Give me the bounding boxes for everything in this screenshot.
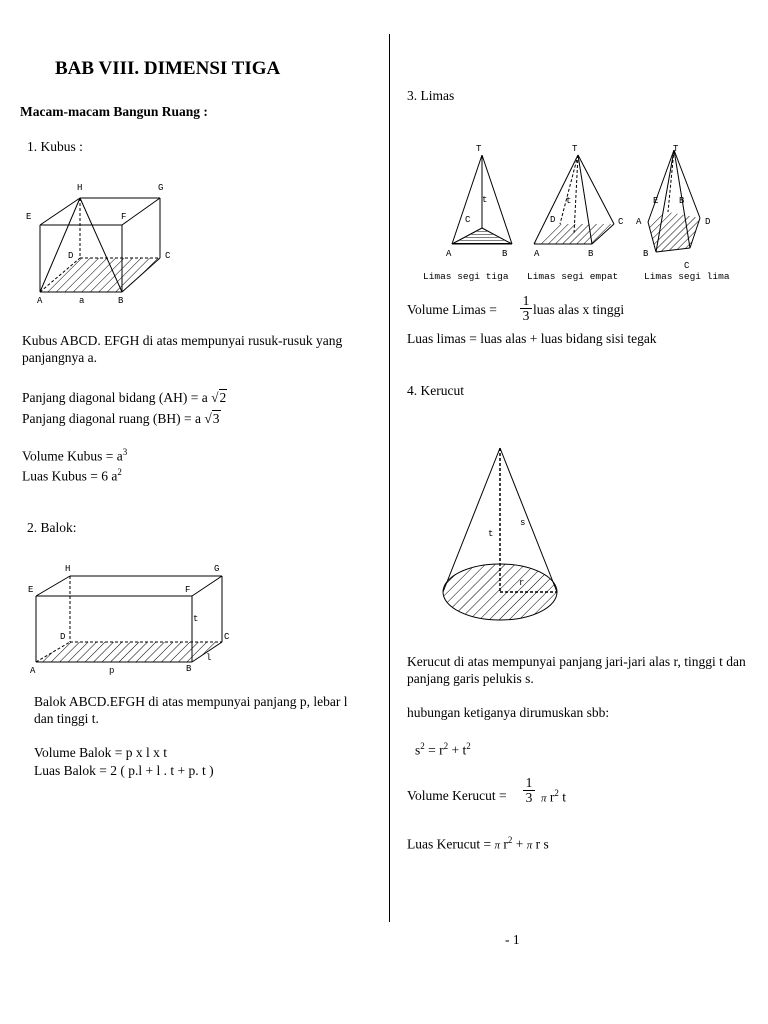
luas-plus: + bbox=[512, 836, 527, 852]
kerucut-volume-rest bbox=[541, 788, 566, 806]
sqrt-symbol: √ bbox=[204, 411, 212, 426]
kubus-heading: 1. Kubus : bbox=[27, 139, 83, 154]
kubus-description: Kubus ABCD. EFGH di atas mempunyai rusuk-rusuk yang panjangnya a. bbox=[22, 333, 343, 365]
luas-r-exp: 2 bbox=[507, 835, 513, 845]
cube-label-edge-a: a bbox=[79, 296, 85, 306]
diag-ruang-label: Panjang diagonal ruang (BH) = a bbox=[22, 411, 205, 426]
limas2-label-d: D bbox=[550, 215, 556, 225]
cube-label-g: G bbox=[158, 183, 164, 193]
fraction-denominator: 3 bbox=[523, 790, 535, 805]
pi-symbol: π bbox=[541, 792, 547, 805]
section-subtitle: Macam-macam Bangun Ruang : bbox=[20, 104, 208, 119]
kerucut-volume-fraction bbox=[523, 776, 535, 805]
formula-s: s bbox=[415, 742, 421, 758]
pi-symbol: π bbox=[494, 839, 500, 852]
kubus-luas-label: Luas Kubus = 6 a bbox=[22, 468, 118, 484]
limas2-label-a: A bbox=[534, 249, 540, 259]
diag-bidang-root: 2 bbox=[219, 390, 227, 405]
formula-plus-t: + t bbox=[448, 742, 467, 758]
fraction-denominator: 3 bbox=[520, 308, 532, 323]
balok-label-a: A bbox=[30, 666, 36, 676]
luas-rs: r s bbox=[532, 836, 549, 852]
kerucut-relation-intro: hubungan ketiganya dirumuskan sbb: bbox=[407, 705, 610, 720]
limas3-label-c: C bbox=[684, 261, 690, 271]
formula-s-exp: 2 bbox=[420, 741, 425, 751]
limas-volume-rest: luas alas x tinggi bbox=[533, 302, 625, 317]
limas1-label-t-height: t bbox=[482, 195, 488, 205]
limas3-label-a: A bbox=[636, 217, 642, 227]
cube-label-b: B bbox=[118, 296, 124, 306]
formula-eq-r: = r bbox=[424, 742, 444, 758]
caption-limas-segi-lima: Limas segi lima bbox=[644, 271, 730, 282]
balok-label-l: l bbox=[206, 653, 212, 663]
limas-luas: Luas limas = luas alas + luas bidang sisi tegak bbox=[407, 331, 657, 346]
cone-label-t: t bbox=[488, 529, 494, 539]
volume-r: r bbox=[546, 789, 555, 805]
balok-label-h: H bbox=[65, 564, 71, 574]
limas2-label-b: B bbox=[588, 249, 594, 259]
balok-volume: Volume Balok = p x l x t bbox=[34, 745, 167, 760]
kubus-volume-label: Volume Kubus = a bbox=[22, 448, 123, 464]
cube-label-d: D bbox=[68, 251, 74, 261]
kubus-luas-exp: 2 bbox=[117, 467, 122, 477]
luas-label: Luas Kerucut = bbox=[407, 836, 495, 852]
cube-label-h: H bbox=[77, 183, 83, 193]
caption-limas-segi-tiga: Limas segi tiga bbox=[423, 271, 509, 282]
limas-volume-label: Volume Limas = bbox=[407, 302, 497, 317]
cube-label-e: E bbox=[26, 212, 32, 222]
limas3-label-b-top: B bbox=[679, 196, 685, 206]
limas3-label-b: B bbox=[643, 249, 649, 259]
kubus-volume-exp: 3 bbox=[122, 447, 128, 457]
limas3-label-t-apex: T bbox=[673, 144, 679, 154]
balok-label-c: C bbox=[224, 632, 230, 642]
balok-label-g: G bbox=[214, 564, 220, 574]
formula-r-exp: 2 bbox=[443, 741, 449, 751]
balok-heading: 2. Balok: bbox=[27, 520, 77, 535]
fraction-numerator: 1 bbox=[522, 293, 530, 308]
balok-luas: Luas Balok = 2 ( p.l + l . t + p. t ) bbox=[34, 763, 214, 778]
diag-bidang-label: Panjang diagonal bidang (AH) = a bbox=[22, 390, 212, 405]
limas2-label-c: C bbox=[618, 217, 624, 227]
volume-t: t bbox=[558, 789, 567, 805]
balok-label-f: F bbox=[185, 585, 191, 595]
page-number: - 1 bbox=[505, 932, 520, 947]
balok-label-b: B bbox=[186, 664, 192, 674]
limas-heading: 3. Limas bbox=[407, 88, 455, 103]
sqrt-symbol: √ bbox=[211, 390, 219, 405]
limas1-label-t-apex: T bbox=[476, 144, 482, 154]
balok-label-p: p bbox=[109, 666, 115, 676]
limas3-label-e: E bbox=[653, 196, 659, 206]
limas3-label-d: D bbox=[705, 217, 711, 227]
cube-label-a: A bbox=[37, 296, 43, 306]
cube-label-f: F bbox=[121, 212, 127, 222]
pi-symbol: π bbox=[526, 839, 533, 852]
limas2-label-t-height: t bbox=[566, 196, 572, 206]
kerucut-formula bbox=[415, 741, 471, 759]
balok-label-e: E bbox=[28, 585, 34, 595]
kerucut-description: Kerucut di atas mempunyai panjang jari-jari alas r, tinggi t dan panjang garis pelukis s. bbox=[407, 654, 746, 686]
caption-limas-segi-empat: Limas segi empat bbox=[527, 271, 619, 282]
limas1-label-c: C bbox=[465, 215, 471, 225]
limas1-label-a: A bbox=[446, 249, 452, 259]
diag-ruang-root: 3 bbox=[212, 411, 220, 426]
balok-label-d: D bbox=[60, 632, 66, 642]
formula-t-exp: 2 bbox=[466, 741, 471, 751]
cone-label-s: s bbox=[520, 518, 526, 528]
kerucut-volume-label: Volume Kerucut = bbox=[407, 788, 507, 803]
page-title: BAB VIII. DIMENSI TIGA bbox=[55, 58, 281, 79]
kerucut-luas bbox=[407, 835, 549, 853]
limas2-label-t-apex: T bbox=[572, 144, 578, 154]
volume-r-exp: 2 bbox=[554, 788, 559, 798]
balok-description: Balok ABCD.EFGH di atas mempunyai panjang p, lebar l dan tinggi t. bbox=[34, 694, 348, 726]
cone-label-r: r bbox=[519, 578, 525, 588]
balok-label-t: t bbox=[193, 614, 199, 624]
cube-label-c: C bbox=[165, 251, 171, 261]
limas1-label-b: B bbox=[502, 249, 508, 259]
fraction-numerator: 1 bbox=[525, 775, 533, 790]
luas-r: r bbox=[499, 836, 508, 852]
kerucut-heading: 4. Kerucut bbox=[407, 383, 464, 398]
